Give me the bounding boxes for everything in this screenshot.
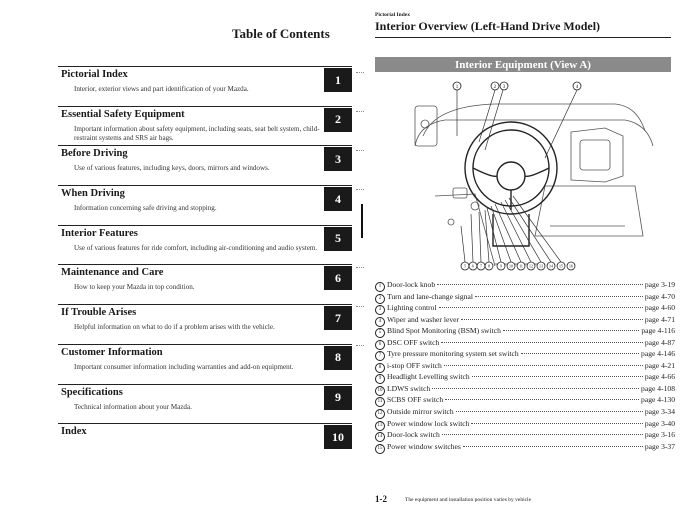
heading-rule <box>375 37 671 38</box>
item-number: 8 <box>375 363 385 373</box>
toc-entry-specifications[interactable] <box>58 384 352 424</box>
toc-entry-desc: Use of various features for ride comfort, including air-conditioning and audio system. <box>74 243 318 252</box>
dot-leader <box>521 353 639 354</box>
callout-circles-bottom <box>461 262 575 270</box>
interior-illustration <box>375 76 671 274</box>
item-number: 3 <box>375 305 385 315</box>
edge-mark <box>356 345 364 346</box>
callout-label: 6 <box>472 263 474 269</box>
toc-entry-desc: Use of various features, including keys, doors, mirrors and windows. <box>74 164 270 173</box>
toc-entry-title: Interior Features <box>61 227 138 239</box>
item-number: 12 <box>375 409 385 419</box>
callout-label: 16 <box>569 263 573 269</box>
toc-entry-essential-safety[interactable] <box>58 106 352 146</box>
item-number: 7 <box>375 351 385 361</box>
page-reference-link[interactable]: page 4-71 <box>644 314 675 324</box>
callout-label: 11 <box>519 263 523 269</box>
chapter-number-tab[interactable]: 3 <box>324 147 352 171</box>
page-reference-link[interactable]: page 4-130 <box>641 395 675 405</box>
page-reference-link[interactable]: page 4-116 <box>641 326 675 336</box>
list-item[interactable] <box>375 326 675 338</box>
dot-leader <box>503 330 639 331</box>
list-item[interactable] <box>375 407 675 419</box>
item-number: 1 <box>375 282 385 292</box>
dot-leader <box>471 423 642 424</box>
item-number: 4 <box>375 317 385 327</box>
callout-label: 1 <box>455 85 459 90</box>
item-name: Door-lock switch <box>387 430 440 440</box>
callout-label: 9 <box>500 263 502 269</box>
list-item[interactable] <box>375 292 675 304</box>
parts-list <box>375 280 675 453</box>
page-reference-link[interactable]: page 3-34 <box>644 407 675 417</box>
chapter-number-tab[interactable]: 10 <box>324 425 352 449</box>
list-item[interactable] <box>375 442 675 454</box>
edge-mark <box>356 189 364 190</box>
toc-entry-before-driving[interactable] <box>58 145 352 185</box>
item-name: Power window switches <box>387 441 461 451</box>
item-number: 10 <box>375 386 385 396</box>
list-item[interactable] <box>375 315 675 327</box>
list-item[interactable] <box>375 338 675 350</box>
item-number: 13 <box>375 421 385 431</box>
callout-label: 7 <box>480 263 482 269</box>
toc-title: Table of Contents <box>232 26 330 41</box>
toc-entry-interior-features[interactable] <box>58 225 352 265</box>
dot-leader <box>437 284 643 285</box>
list-item[interactable] <box>375 280 675 292</box>
toc-entry-desc: Technical information about your Mazda. <box>74 402 192 411</box>
edge-mark <box>356 150 364 151</box>
toc-entry-when-driving[interactable] <box>58 185 352 225</box>
toc-entry-desc: Important consumer information including warranties and add-on equipment. <box>74 362 294 371</box>
page-reference-link[interactable]: page 3-40 <box>644 418 675 428</box>
page-reference-link[interactable]: page 4-66 <box>644 372 675 382</box>
item-name: Outside mirror switch <box>387 407 454 417</box>
dot-leader <box>463 446 643 447</box>
toc-entry-customer-info[interactable] <box>58 344 352 384</box>
item-name: Lighting control <box>387 303 437 313</box>
current-chapter-marker <box>361 204 363 238</box>
edge-mark <box>356 72 364 73</box>
chapter-number-tab[interactable]: 4 <box>324 187 352 211</box>
chapter-number-tab[interactable]: 2 <box>324 108 352 132</box>
callout-label: 5 <box>464 263 466 269</box>
item-name: SCBS OFF switch <box>387 395 444 405</box>
page-reference-link[interactable]: page 4-70 <box>644 291 675 301</box>
toc-entry-desc: Interior, exterior views and part identification of your Mazda. <box>74 85 249 93</box>
callout-circles-top <box>453 82 581 90</box>
page-reference-link[interactable]: page 4-108 <box>641 383 675 393</box>
toc-entry-desc: Important information about safety equipment, including seats, seat belt system, child-restraint systems and SRS air bags. <box>74 124 320 142</box>
edge-mark <box>356 306 364 307</box>
toc-entry-title: When Driving <box>61 188 125 200</box>
callout-label: 12 <box>529 263 533 269</box>
list-item[interactable] <box>375 430 675 442</box>
chapter-number-tab[interactable]: 6 <box>324 266 352 290</box>
item-name: Blind Spot Monitoring (BSM) switch <box>387 326 501 336</box>
dot-leader <box>441 342 643 343</box>
item-name: Turn and lane-change signal <box>387 291 473 301</box>
dot-leader <box>439 307 643 308</box>
callout-label: 10 <box>509 263 513 269</box>
item-number: 11 <box>375 397 385 407</box>
callout-label: 13 <box>539 263 543 269</box>
page-reference-link[interactable]: page 4-21 <box>644 360 675 370</box>
callout-label: 4 <box>575 85 579 90</box>
toc-entry-title: Specifications <box>61 386 123 398</box>
section-label: Pictorial Index <box>375 12 410 18</box>
toc-entry-title: If Trouble Arises <box>61 307 137 319</box>
page-reference-link[interactable]: page 4-60 <box>644 303 675 313</box>
toc-entry-title: Maintenance and Care <box>61 267 164 279</box>
callout-label: 8 <box>488 263 490 269</box>
item-number: 15 <box>375 444 385 454</box>
toc-entry-maintenance[interactable] <box>58 264 352 304</box>
item-name: LDWS switch <box>387 383 431 393</box>
callout-label: 2 <box>493 85 497 90</box>
list-item[interactable] <box>375 395 675 407</box>
toc-entry-pictorial-index[interactable] <box>58 66 352 106</box>
page-heading: Interior Overview (Left-Hand Drive Model) <box>375 19 601 33</box>
dot-leader <box>461 319 643 320</box>
chapter-number-tab[interactable]: 8 <box>324 346 352 370</box>
dot-leader <box>456 411 643 412</box>
item-number: 2 <box>375 294 385 304</box>
toc-entry-trouble[interactable] <box>58 304 352 344</box>
list-item[interactable] <box>375 303 675 315</box>
edge-mark <box>356 267 364 268</box>
item-name: DSC OFF switch <box>387 337 440 347</box>
chapter-number-tab[interactable]: 1 <box>324 68 352 92</box>
toc-entry-desc: Helpful information on what to do if a problem arises with the vehicle. <box>74 323 275 332</box>
callout-label: 3 <box>502 85 506 90</box>
dot-leader <box>475 296 643 297</box>
page-reference-link[interactable]: page 3-16 <box>644 430 675 440</box>
item-name: i-stop OFF switch <box>387 360 442 370</box>
page-reference-link[interactable]: page 3-19 <box>644 280 675 289</box>
list-item[interactable] <box>375 349 675 361</box>
callout-label: 14 <box>549 263 553 269</box>
item-number: 6 <box>375 340 385 350</box>
toc-entry-desc: Information concerning safe driving and stopping. <box>74 204 217 213</box>
chapter-number-tab[interactable]: 9 <box>324 386 352 410</box>
toc-entry-title: Pictorial Index <box>61 69 128 80</box>
toc-entry-index[interactable] <box>58 423 352 463</box>
page-reference-link[interactable]: page 4-87 <box>644 337 675 347</box>
dot-leader <box>432 388 639 389</box>
item-number: 5 <box>375 328 385 338</box>
dot-leader <box>442 434 643 435</box>
page-number: 1-2 <box>375 494 387 504</box>
page-reference-link[interactable]: page 4-146 <box>641 349 675 359</box>
dot-leader <box>444 365 643 366</box>
item-number: 14 <box>375 432 385 442</box>
steering-wheel-drawing <box>465 122 557 246</box>
list-item[interactable] <box>375 372 675 384</box>
list-item[interactable] <box>375 419 675 431</box>
list-item[interactable] <box>375 384 675 396</box>
toc-entry-title: Essential Safety Equipment <box>61 108 185 120</box>
callout-label: 15 <box>559 263 563 269</box>
toc-list <box>58 66 352 463</box>
edge-mark <box>356 111 364 112</box>
item-name: Wiper and washer lever <box>387 314 460 324</box>
list-item[interactable] <box>375 361 675 373</box>
item-number: 9 <box>375 374 385 384</box>
toc-entry-title: Index <box>61 426 87 438</box>
toc-entry-desc: How to keep your Mazda in top condition. <box>74 283 195 292</box>
item-name: Headlight Levelling switch <box>387 372 470 382</box>
chapter-number-tab[interactable]: 5 <box>324 227 352 251</box>
view-banner: Interior Equipment (View A) <box>375 57 671 72</box>
toc-entry-title: Before Driving <box>61 148 128 160</box>
page-reference-link[interactable]: page 3-37 <box>644 441 675 451</box>
item-name: Door-lock knob <box>387 280 436 289</box>
toc-entry-title: Customer Information <box>61 346 163 358</box>
chapter-number-tab[interactable]: 7 <box>324 306 352 330</box>
footer-note: The equipment and installation position varies by vehicle <box>405 497 532 503</box>
dot-leader <box>472 376 643 377</box>
dot-leader <box>445 399 639 400</box>
item-name: Tyre pressure monitoring system set switch <box>387 349 519 359</box>
item-name: Power window lock switch <box>387 418 470 428</box>
